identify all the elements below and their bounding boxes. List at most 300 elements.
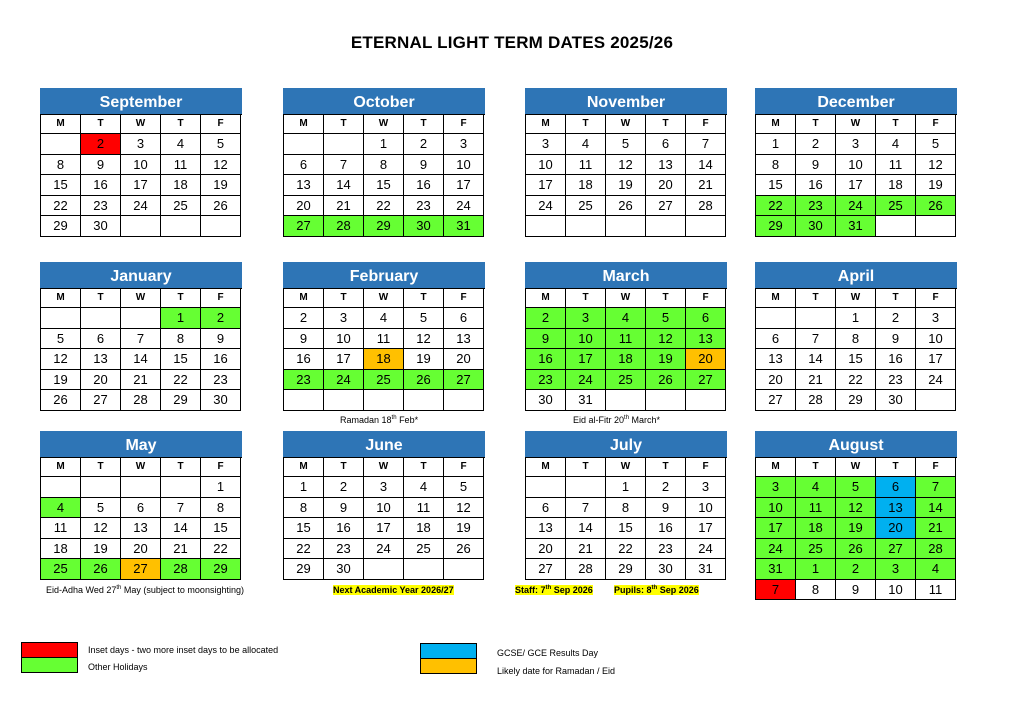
day-cell (526, 477, 566, 498)
weekday-header: T (404, 115, 444, 134)
day-cell: 12 (404, 329, 444, 350)
day-cell: 5 (404, 308, 444, 329)
day-cell: 2 (201, 308, 241, 329)
weekday-header: T (161, 115, 201, 134)
day-cell: 23 (404, 196, 444, 217)
day-cell: 19 (81, 539, 121, 560)
weekday-header: T (876, 458, 916, 477)
legend-label-holidays: Other Holidays (88, 662, 148, 672)
month-header: December (755, 88, 957, 114)
day-cell: 23 (201, 370, 241, 391)
day-cell: 12 (606, 155, 646, 176)
day-cell: 16 (324, 518, 364, 539)
day-cell (41, 477, 81, 498)
day-cell: 7 (796, 329, 836, 350)
day-cell: 7 (324, 155, 364, 176)
day-cell: 6 (284, 155, 324, 176)
day-cell: 17 (756, 518, 796, 539)
day-cell: 7 (686, 134, 726, 155)
weekday-header: W (836, 458, 876, 477)
day-cell: 10 (916, 329, 956, 350)
month-header: January (40, 262, 242, 288)
day-cell: 14 (121, 349, 161, 370)
day-cell (526, 216, 566, 237)
weekday-header: T (876, 115, 916, 134)
day-cell (876, 216, 916, 237)
day-cell: 3 (916, 308, 956, 329)
day-cell: 19 (404, 349, 444, 370)
month-header: April (755, 262, 957, 288)
day-cell: 25 (876, 196, 916, 217)
weekday-header: W (836, 289, 876, 308)
day-cell (121, 477, 161, 498)
day-cell: 16 (876, 349, 916, 370)
day-cell: 14 (916, 498, 956, 519)
day-cell: 19 (646, 349, 686, 370)
month-days-grid (283, 114, 485, 237)
day-cell: 24 (686, 539, 726, 560)
day-cell: 26 (81, 559, 121, 580)
day-cell (324, 390, 364, 411)
day-cell: 4 (404, 477, 444, 498)
day-cell: 24 (756, 539, 796, 560)
day-cell: 6 (876, 477, 916, 498)
day-cell: 17 (121, 175, 161, 196)
day-cell: 25 (41, 559, 81, 580)
day-cell: 2 (324, 477, 364, 498)
weekday-header: W (606, 458, 646, 477)
day-cell: 9 (81, 155, 121, 176)
day-cell (41, 134, 81, 155)
day-cell: 29 (756, 216, 796, 237)
weekday-header: T (646, 115, 686, 134)
day-cell: 9 (324, 498, 364, 519)
day-cell: 26 (606, 196, 646, 217)
day-cell: 22 (606, 539, 646, 560)
day-cell: 20 (876, 518, 916, 539)
day-cell: 28 (121, 390, 161, 411)
month-may (40, 431, 242, 580)
day-cell: 30 (201, 390, 241, 411)
day-cell: 30 (646, 559, 686, 580)
day-cell: 18 (364, 349, 404, 370)
day-cell: 10 (686, 498, 726, 519)
day-cell: 10 (756, 498, 796, 519)
day-cell: 3 (324, 308, 364, 329)
day-cell: 21 (121, 370, 161, 391)
day-cell: 13 (121, 518, 161, 539)
weekday-header: T (404, 458, 444, 477)
day-cell: 16 (284, 349, 324, 370)
day-cell: 17 (324, 349, 364, 370)
day-cell: 16 (404, 175, 444, 196)
day-cell: 3 (444, 134, 484, 155)
day-cell: 26 (404, 370, 444, 391)
month-days-grid (755, 288, 957, 411)
day-cell: 15 (836, 349, 876, 370)
weekday-header: T (796, 115, 836, 134)
month-days-grid (283, 288, 485, 411)
day-cell: 14 (566, 518, 606, 539)
day-cell: 31 (566, 390, 606, 411)
day-cell: 16 (81, 175, 121, 196)
day-cell: 29 (41, 216, 81, 237)
day-cell: 7 (121, 329, 161, 350)
day-cell: 10 (526, 155, 566, 176)
day-cell: 18 (404, 518, 444, 539)
day-cell: 18 (796, 518, 836, 539)
day-cell: 10 (444, 155, 484, 176)
day-cell: 22 (836, 370, 876, 391)
day-cell: 9 (836, 580, 876, 601)
day-cell: 6 (444, 308, 484, 329)
day-cell: 17 (686, 518, 726, 539)
day-cell: 13 (444, 329, 484, 350)
day-cell: 23 (646, 539, 686, 560)
day-cell (404, 559, 444, 580)
day-cell: 16 (201, 349, 241, 370)
day-cell: 30 (526, 390, 566, 411)
day-cell: 3 (686, 477, 726, 498)
day-cell: 14 (796, 349, 836, 370)
day-cell: 25 (796, 539, 836, 560)
day-cell: 31 (836, 216, 876, 237)
weekday-header: M (756, 289, 796, 308)
month-header: July (525, 431, 727, 457)
weekday-header: T (81, 115, 121, 134)
day-cell (201, 216, 241, 237)
day-cell: 11 (161, 155, 201, 176)
day-cell: 23 (876, 370, 916, 391)
day-cell: 15 (284, 518, 324, 539)
day-cell: 17 (566, 349, 606, 370)
day-cell (606, 216, 646, 237)
day-cell: 24 (566, 370, 606, 391)
day-cell (161, 216, 201, 237)
day-cell: 10 (364, 498, 404, 519)
day-cell: 1 (836, 308, 876, 329)
day-cell: 13 (756, 349, 796, 370)
day-cell: 12 (444, 498, 484, 519)
day-cell: 22 (201, 539, 241, 560)
day-cell: 29 (364, 216, 404, 237)
day-cell: 2 (526, 308, 566, 329)
day-cell: 25 (161, 196, 201, 217)
day-cell: 20 (686, 349, 726, 370)
day-cell: 19 (41, 370, 81, 391)
day-cell: 4 (916, 559, 956, 580)
day-cell: 11 (41, 518, 81, 539)
weekday-header: T (796, 289, 836, 308)
month-header: August (755, 431, 957, 457)
day-cell: 13 (646, 155, 686, 176)
month-june (283, 431, 485, 580)
weekday-header: T (646, 458, 686, 477)
weekday-header: F (201, 115, 241, 134)
day-cell: 25 (364, 370, 404, 391)
day-cell: 3 (836, 134, 876, 155)
day-cell: 16 (646, 518, 686, 539)
day-cell (916, 216, 956, 237)
day-cell: 20 (756, 370, 796, 391)
weekday-header: F (201, 458, 241, 477)
month-december (755, 88, 957, 237)
weekday-header: T (81, 458, 121, 477)
day-cell: 27 (444, 370, 484, 391)
day-cell: 27 (121, 559, 161, 580)
month-days-grid (525, 288, 727, 411)
day-cell: 5 (41, 329, 81, 350)
day-cell: 2 (404, 134, 444, 155)
day-cell (41, 308, 81, 329)
day-cell: 19 (836, 518, 876, 539)
day-cell: 28 (796, 390, 836, 411)
day-cell: 7 (756, 580, 796, 601)
weekday-header: W (836, 115, 876, 134)
month-days-grid (755, 114, 957, 237)
day-cell: 21 (916, 518, 956, 539)
weekday-header: M (526, 115, 566, 134)
day-cell: 10 (876, 580, 916, 601)
day-cell: 28 (324, 216, 364, 237)
day-cell: 2 (796, 134, 836, 155)
day-cell: 9 (796, 155, 836, 176)
day-cell: 15 (606, 518, 646, 539)
weekday-header: F (686, 458, 726, 477)
day-cell: 27 (756, 390, 796, 411)
day-cell: 9 (646, 498, 686, 519)
day-cell: 26 (41, 390, 81, 411)
day-cell (364, 559, 404, 580)
day-cell: 14 (686, 155, 726, 176)
month-days-grid (525, 114, 727, 237)
day-cell (121, 308, 161, 329)
day-cell: 11 (566, 155, 606, 176)
weekday-header: T (324, 458, 364, 477)
day-cell: 12 (81, 518, 121, 539)
day-cell: 27 (686, 370, 726, 391)
day-cell: 4 (41, 498, 81, 519)
day-cell: 23 (284, 370, 324, 391)
legend-swatch-inset (21, 642, 78, 658)
day-cell: 20 (121, 539, 161, 560)
day-cell: 18 (566, 175, 606, 196)
day-cell: 31 (444, 216, 484, 237)
day-cell: 19 (444, 518, 484, 539)
day-cell: 26 (646, 370, 686, 391)
month-april (755, 262, 957, 411)
day-cell: 12 (836, 498, 876, 519)
day-cell (121, 216, 161, 237)
day-cell: 21 (796, 370, 836, 391)
weekday-header: M (284, 289, 324, 308)
weekday-header: T (796, 458, 836, 477)
day-cell: 8 (284, 498, 324, 519)
day-cell: 17 (916, 349, 956, 370)
day-cell: 11 (364, 329, 404, 350)
day-cell: 4 (161, 134, 201, 155)
note-staff-date: Staff: 7th Sep 2026 (515, 585, 593, 595)
day-cell: 1 (284, 477, 324, 498)
month-header: May (40, 431, 242, 457)
day-cell: 21 (161, 539, 201, 560)
day-cell (796, 308, 836, 329)
day-cell: 17 (836, 175, 876, 196)
day-cell: 15 (41, 175, 81, 196)
day-cell: 30 (876, 390, 916, 411)
day-cell: 13 (526, 518, 566, 539)
day-cell: 15 (201, 518, 241, 539)
day-cell: 26 (201, 196, 241, 217)
day-cell: 5 (836, 477, 876, 498)
day-cell (81, 308, 121, 329)
month-days-grid (283, 457, 485, 580)
day-cell: 28 (161, 559, 201, 580)
weekday-header: F (201, 289, 241, 308)
day-cell (284, 134, 324, 155)
day-cell: 19 (201, 175, 241, 196)
day-cell: 24 (324, 370, 364, 391)
day-cell: 29 (836, 390, 876, 411)
weekday-header: W (364, 458, 404, 477)
day-cell: 6 (646, 134, 686, 155)
day-cell: 1 (161, 308, 201, 329)
day-cell: 16 (796, 175, 836, 196)
day-cell (161, 477, 201, 498)
weekday-header: T (646, 289, 686, 308)
day-cell: 3 (756, 477, 796, 498)
day-cell: 8 (364, 155, 404, 176)
day-cell: 9 (201, 329, 241, 350)
day-cell: 9 (876, 329, 916, 350)
day-cell: 10 (324, 329, 364, 350)
day-cell: 31 (756, 559, 796, 580)
day-cell: 20 (526, 539, 566, 560)
day-cell: 26 (836, 539, 876, 560)
day-cell: 11 (796, 498, 836, 519)
day-cell: 18 (876, 175, 916, 196)
legend-swatch-ramadan-eid (420, 658, 477, 674)
day-cell (606, 390, 646, 411)
day-cell: 18 (41, 539, 81, 560)
day-cell: 24 (916, 370, 956, 391)
day-cell: 29 (606, 559, 646, 580)
weekday-header: W (121, 115, 161, 134)
day-cell (364, 390, 404, 411)
day-cell (566, 216, 606, 237)
day-cell: 11 (876, 155, 916, 176)
day-cell: 3 (566, 308, 606, 329)
weekday-header: W (606, 289, 646, 308)
weekday-header: T (161, 458, 201, 477)
legend-swatch-results (420, 643, 477, 659)
day-cell: 19 (916, 175, 956, 196)
day-cell (756, 308, 796, 329)
day-cell: 11 (606, 329, 646, 350)
day-cell: 31 (686, 559, 726, 580)
weekday-header: M (284, 458, 324, 477)
day-cell: 20 (284, 196, 324, 217)
day-cell (284, 390, 324, 411)
day-cell: 8 (836, 329, 876, 350)
day-cell: 17 (526, 175, 566, 196)
day-cell: 25 (606, 370, 646, 391)
day-cell: 5 (606, 134, 646, 155)
weekday-header: M (526, 458, 566, 477)
day-cell: 2 (646, 477, 686, 498)
day-cell: 13 (876, 498, 916, 519)
weekday-header: T (876, 289, 916, 308)
day-cell: 20 (646, 175, 686, 196)
day-cell: 27 (81, 390, 121, 411)
day-cell: 5 (646, 308, 686, 329)
day-cell: 25 (566, 196, 606, 217)
day-cell (324, 134, 364, 155)
weekday-header: F (444, 458, 484, 477)
month-february (283, 262, 485, 411)
day-cell: 8 (41, 155, 81, 176)
day-cell: 5 (81, 498, 121, 519)
day-cell: 27 (284, 216, 324, 237)
note-eid-adha: Eid-Adha Wed 27th May (subject to moonsighting) (46, 585, 244, 595)
day-cell: 8 (756, 155, 796, 176)
day-cell: 30 (324, 559, 364, 580)
weekday-header: M (756, 115, 796, 134)
day-cell (646, 390, 686, 411)
day-cell: 6 (686, 308, 726, 329)
day-cell: 14 (324, 175, 364, 196)
day-cell: 23 (81, 196, 121, 217)
day-cell: 28 (686, 196, 726, 217)
month-october (283, 88, 485, 237)
day-cell (81, 477, 121, 498)
day-cell: 3 (121, 134, 161, 155)
day-cell: 13 (81, 349, 121, 370)
day-cell: 4 (876, 134, 916, 155)
month-days-grid (525, 457, 727, 580)
weekday-header: F (444, 289, 484, 308)
weekday-header: M (41, 115, 81, 134)
day-cell: 17 (444, 175, 484, 196)
month-header: September (40, 88, 242, 114)
day-cell: 26 (444, 539, 484, 560)
weekday-header: W (364, 289, 404, 308)
day-cell: 12 (201, 155, 241, 176)
day-cell: 7 (566, 498, 606, 519)
day-cell: 24 (364, 539, 404, 560)
day-cell: 8 (796, 580, 836, 601)
day-cell: 8 (606, 498, 646, 519)
day-cell: 1 (796, 559, 836, 580)
day-cell: 24 (444, 196, 484, 217)
weekday-header: T (566, 458, 606, 477)
day-cell: 22 (284, 539, 324, 560)
day-cell: 22 (161, 370, 201, 391)
note-next-academic-year: Next Academic Year 2026/27 (333, 585, 454, 595)
day-cell: 22 (41, 196, 81, 217)
weekday-header: W (364, 115, 404, 134)
day-cell: 4 (606, 308, 646, 329)
day-cell: 12 (646, 329, 686, 350)
day-cell: 9 (404, 155, 444, 176)
day-cell: 4 (796, 477, 836, 498)
month-header: March (525, 262, 727, 288)
day-cell: 29 (161, 390, 201, 411)
month-header: June (283, 431, 485, 457)
day-cell: 2 (81, 134, 121, 155)
note-eid-fitr: Eid al-Fitr 20th March* (573, 415, 661, 425)
day-cell: 29 (201, 559, 241, 580)
